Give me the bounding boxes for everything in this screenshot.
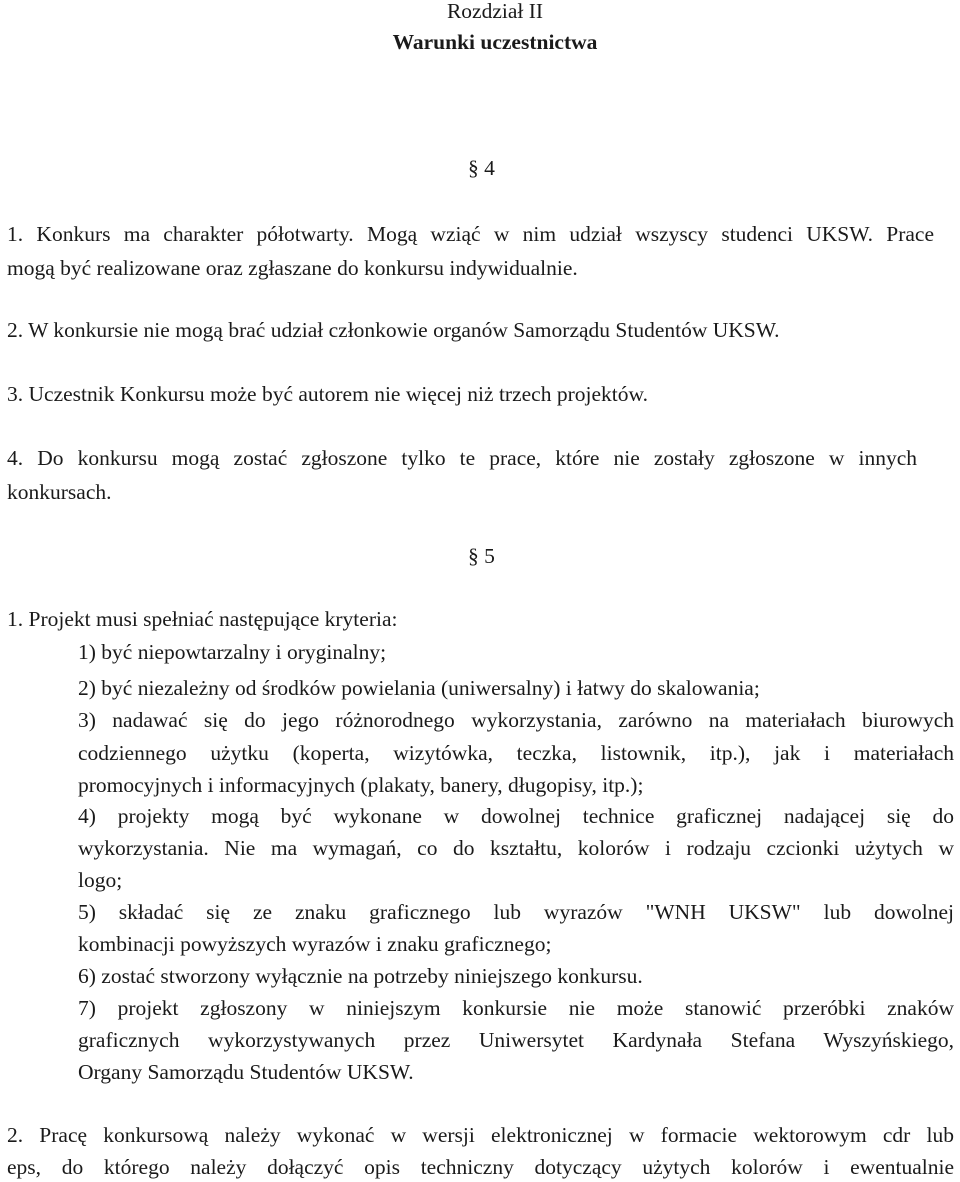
section-4-item-2: 2. W konkursie nie mogą brać udział członkowie organów Samorządu Studentów UKSW. (7, 318, 780, 342)
section-4-item-1-line-2: mogą być realizowane oraz zgłaszane do konkursu indywidualnie. (7, 256, 578, 280)
criterion-6: 6) zostać stworzony wyłącznie na potrzeby niniejszego konkursu. (78, 964, 643, 988)
criterion-7-line-3: Organy Samorządu Studentów UKSW. (78, 1060, 414, 1084)
section-4-mark: § 4 (468, 156, 495, 180)
criterion-3-line-1: 3) nadawać się do jego różnorodnego wykorzystania, zarówno na materiałach biurowych (78, 708, 954, 732)
section-4-item-4-line-2: konkursach. (7, 480, 112, 504)
criterion-5-line-2: kombinacji powyższych wyrazów i znaku graficznego; (78, 932, 552, 956)
section-4-item-4-line-1: 4. Do konkursu mogą zostać zgłoszone tylko te prace, które nie zostały zgłoszone w innych (7, 446, 917, 470)
chapter-label: Rozdział II (446, 0, 544, 23)
section-5-item-2-line-1: 2. Pracę konkursową należy wykonać w wersji elektronicznej w formacie wektorowym cdr lub (7, 1123, 954, 1147)
section-5-item-1-intro: 1. Projekt musi spełniać następujące kryteria: (7, 607, 398, 631)
criterion-2: 2) być niezależny od środków powielania (uniwersalny) i łatwy do skalowania; (78, 676, 760, 700)
chapter-title: Warunki uczestnictwa (392, 30, 598, 54)
criterion-4-line-1: 4) projekty mogą być wykonane w dowolnej technice graficznej nadającej się do (78, 804, 954, 828)
section-5-item-2-line-2: eps, do którego należy dołączyć opis techniczny dotyczący użytych kolorów i ewentualnie (7, 1155, 954, 1179)
criterion-7-line-2: graficznych wykorzystywanych przez Uniwersytet Kardynała Stefana Wyszyńskiego, (78, 1028, 954, 1052)
criterion-3-line-2: codziennego użytku (koperta, wizytówka, teczka, listownik, itp.), jak i materiałach (78, 741, 954, 765)
criterion-7-line-1: 7) projekt zgłoszony w niniejszym konkursie nie może stanowić przeróbki znaków (78, 996, 954, 1020)
criterion-4-line-2: wykorzystania. Nie ma wymagań, co do kształtu, kolorów i rodzaju czcionki użytych w (78, 836, 954, 860)
criterion-1: 1) być niepowtarzalny i oryginalny; (78, 640, 387, 664)
section-4-item-1-line-1: 1. Konkurs ma charakter półotwarty. Mogą wziąć w nim udział wszyscy studenci UKSW. Prace (7, 222, 934, 246)
section-5-mark: § 5 (468, 544, 495, 568)
criterion-3-line-3: promocyjnych i informacyjnych (plakaty, banery, długopisy, itp.); (78, 773, 644, 797)
criterion-5-line-1: 5) składać się ze znaku graficznego lub wyrazów "WNH UKSW" lub dowolnej (78, 900, 954, 924)
criterion-4-line-3: logo; (78, 868, 123, 892)
section-4-item-3: 3. Uczestnik Konkursu może być autorem nie więcej niż trzech projektów. (7, 382, 648, 406)
